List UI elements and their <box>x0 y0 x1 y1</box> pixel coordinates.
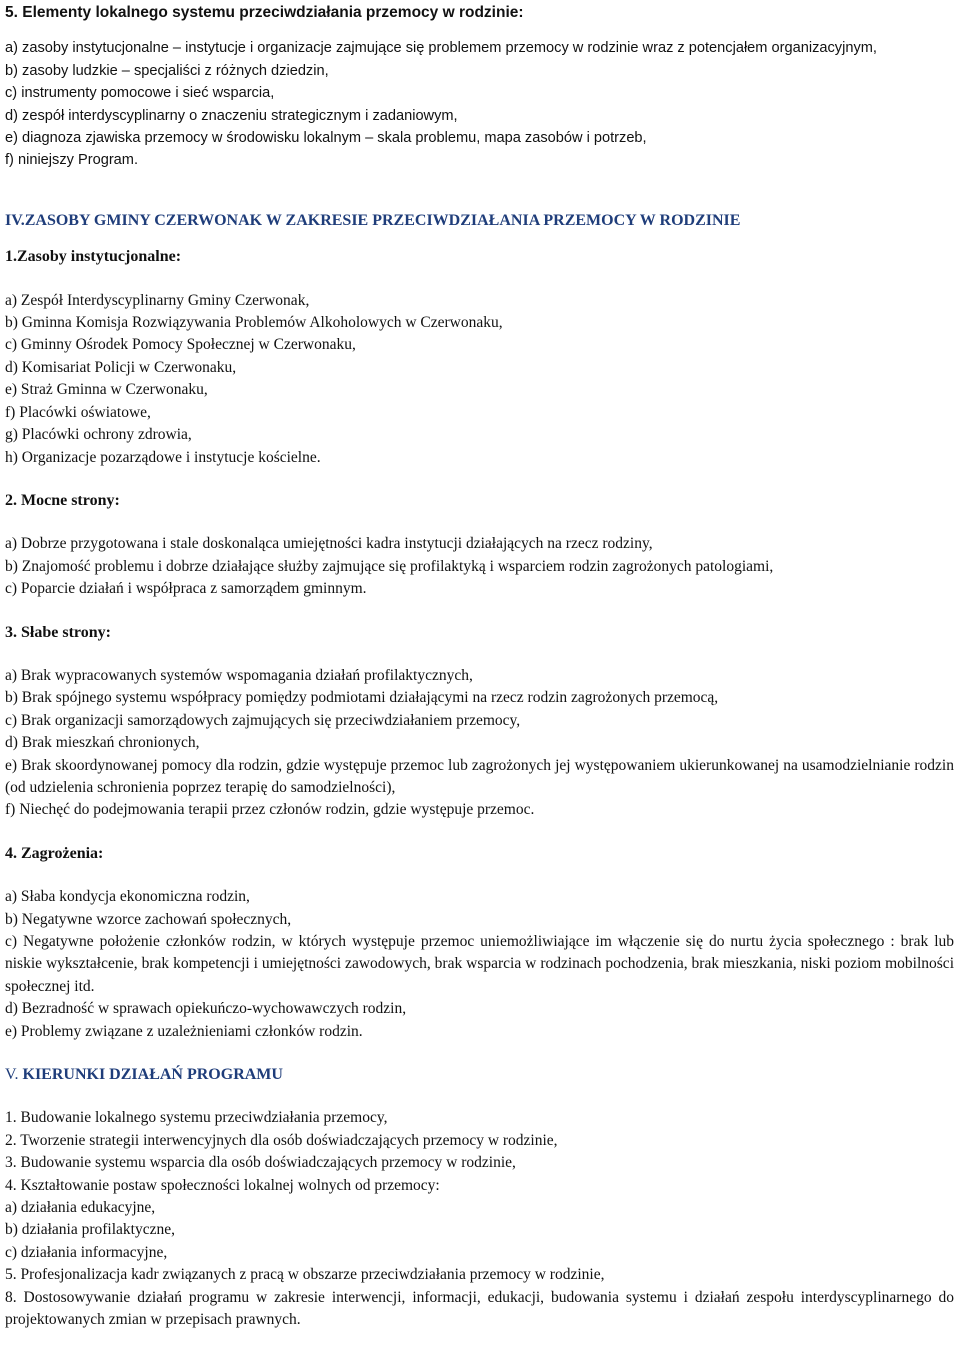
chapter-5-title: KIERUNKI DZIAŁAŃ PROGRAMU <box>22 1066 283 1084</box>
list-item: c) Brak organizacji samorządowych zajmujących się przeciwdziałaniem przemocy, <box>5 711 521 729</box>
list-item: a) Brak wypracowanych systemów wspomagania działań profilaktycznych, <box>5 666 473 684</box>
subsection-2-list <box>5 533 954 600</box>
subsection-1-heading: 1.Zasoby instytucjonalne: <box>5 248 182 266</box>
list-item: b) Gminna Komisja Rozwiązywania Problemów Alkoholowych w Czerwonaku, <box>5 314 503 332</box>
subsection-3-heading: 3. Słabe strony: <box>5 623 111 641</box>
list-item: f) niniejszy Program. <box>5 152 139 169</box>
list-item: g) Placówki ochrony zdrowia, <box>5 426 192 444</box>
list-item: a) działania edukacyjne, <box>5 1199 156 1217</box>
list-item: b) Negatywne wzorce zachowań społecznych, <box>5 910 292 928</box>
list-item: c) działania informacyjne, <box>5 1243 168 1261</box>
list-item: h) Organizacje pozarządowe i instytucje kościelne. <box>5 448 321 466</box>
list-item: c) Gminny Ośrodek Pomocy Społecznej w Czerwonaku, <box>5 336 356 354</box>
chapter-4-heading: IV.ZASOBY GMINY CZERWONAK W ZAKRESIE PRZECIWDZIAŁANIA PRZEMOCY W RODZINIE <box>5 211 741 229</box>
list-item: a) Dobrze przygotowana i stale doskonaląca umiejętności kadra instytucji działających na rzecz rodziny, <box>5 535 653 553</box>
chapter-5-heading <box>5 1064 954 1086</box>
list-item: f) Niechęć do podejmowania terapii przez członów rodzin, gdzie występuje przemoc. <box>5 801 535 819</box>
list-item: 1. Budowanie lokalnego systemu przeciwdziałania przemocy, <box>5 1109 388 1127</box>
list-item: b) Znajomość problemu i dobrze działające służby zajmujące się profilaktyką i wsparciem rodzin zagrożonych patologiami, <box>5 557 774 575</box>
list-item: e) diagnoza zjawiska przemocy w środowisku lokalnym – skala problemu, mapa zasobów i potrzeb, <box>5 130 647 147</box>
list-item: b) działania profilaktyczne, <box>5 1221 175 1239</box>
list-item: b) zasoby ludzkie – specjaliści z różnych dziedzin, <box>5 62 329 79</box>
list-item: f) Placówki oświatowe, <box>5 403 151 421</box>
list-item: 2. Tworzenie strategii interwencyjnych dla osób doświadczających przemocy w rodzinie, <box>5 1131 558 1149</box>
list-item: b) Brak spójnego systemu współpracy pomiędzy podmiotami działającymi na rzecz rodzin zagrożonych przemocą, <box>5 689 719 707</box>
chapter-5-number: V. <box>5 1066 19 1084</box>
list-item: a) zasoby instytucjonalne – instytucje i organizacje zajmujące się problemem przemocy w rodzinie wraz z potencjałem organizacyjnym, <box>5 40 877 57</box>
subsection-1-list <box>5 290 954 469</box>
list-item: 4. Kształtowanie postaw społeczności lokalnej wolnych od przemocy: <box>5 1176 440 1194</box>
list-item: d) Komisariat Policji w Czerwonaku, <box>5 358 237 376</box>
list-item: e) Brak skoordynowanej pomocy dla rodzin, gdzie występuje przemoc lub zagrożonych jej występowaniem ukierunkowanej na usamodzielnianie rodzin (od udzielenia schronienia poprzez terapię do samodzielności), <box>5 756 954 796</box>
list-item: e) Straż Gminna w Czerwonaku, <box>5 381 208 399</box>
list-item: a) Zespół Interdyscyplinarny Gminy Czerwonak, <box>5 291 310 309</box>
list-item: c) instrumenty pomocowe i sieć wsparcia, <box>5 85 275 102</box>
list-item: 3. Budowanie systemu wsparcia dla osób doświadczających przemocy w rodzinie, <box>5 1154 516 1172</box>
list-item: d) Brak mieszkań chronionych, <box>5 734 200 752</box>
section-5-heading: 5. Elementy lokalnego systemu przeciwdziałania przemocy w rodzinie: <box>5 4 524 21</box>
list-item: c) Poparcie działań i współpraca z samorządem gminnym. <box>5 580 367 598</box>
list-item: 5. Profesjonalizacja kadr związanych z pracą w obszarze przeciwdziałania przemocy w rodzinie, <box>5 1266 605 1284</box>
subsection-3-list <box>5 665 954 822</box>
list-item: a) Słaba kondycja ekonomiczna rodzin, <box>5 888 250 906</box>
list-item: d) Bezradność w sprawach opiekuńczo-wychowawczych rodzin, <box>5 1000 407 1018</box>
chapter-5-list <box>5 1107 954 1331</box>
list-item: d) zespół interdyscyplinarny o znaczeniu strategicznym i zadaniowym, <box>5 107 458 124</box>
subsection-4-heading: 4. Zagrożenia: <box>5 844 104 862</box>
subsection-4-list <box>5 886 954 1043</box>
list-item: 8. Dostosowywanie działań programu w zakresie interwencji, informacji, edukacji, budowania systemu i działań zespołu interdyscyplinarnego do projektowanych zmian w przepisach prawnych. <box>5 1288 954 1329</box>
section-5-list <box>5 37 954 171</box>
list-item: e) Problemy związane z uzależnieniami członków rodzin. <box>5 1022 363 1040</box>
subsection-2-heading: 2. Mocne strony: <box>5 491 120 509</box>
list-item: c) Negatywne położenie członków rodzin, w których występuje przemoc uniemożliwiające im włączenie się do nurtu życia społecznego : brak lub niskie wykształcenie, brak kompetencji i umiejętności zawodowych, brak wsparcia w rodzinach pochodzenia, brak mieszkania, niski poziom mobilności społecznej itd. <box>5 933 954 995</box>
